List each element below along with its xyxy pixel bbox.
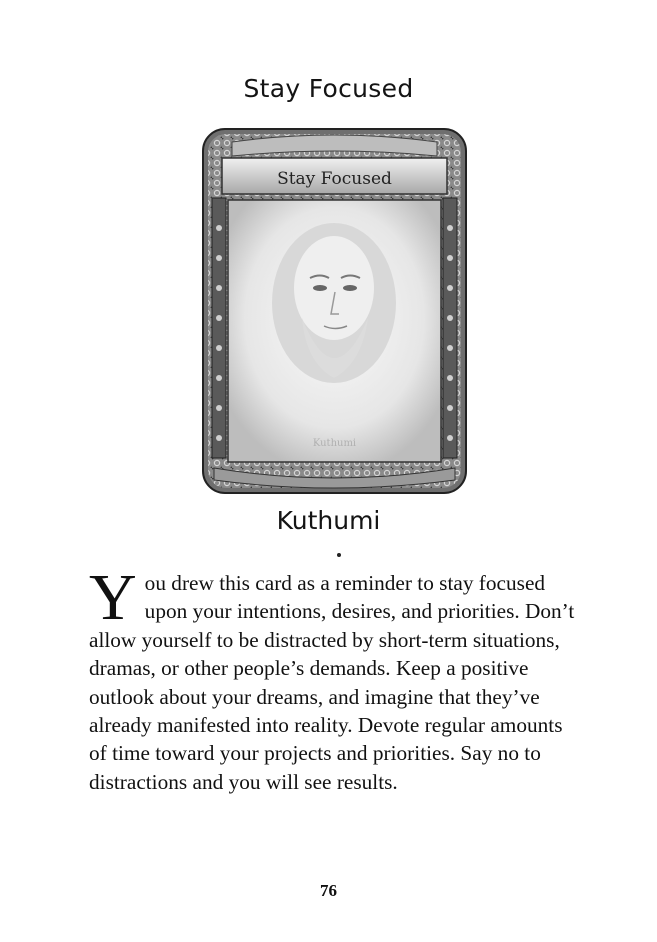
oracle-card-image xyxy=(202,128,467,494)
card-banner-title: Stay Focused xyxy=(277,169,392,189)
body-text: ou drew this card as a reminder to stay focused upon your intentions, desires, and priorities. Don’t allow yourself to be distracted by short-term situations, dramas, or other people’s demands. Keep a positive outlook about your dreams, and imagine that they’ve already manifested into reality. Devote regular amounts of time toward your projects and priorities. Say no to distractions and you will see results. xyxy=(89,571,575,794)
card-footer-name: Kuthumi xyxy=(312,438,357,449)
drop-cap: Y xyxy=(89,561,137,634)
oracle-card-illustration xyxy=(202,128,467,494)
body-paragraph xyxy=(89,561,577,796)
page-title: Stay Focused xyxy=(243,74,414,103)
card-caption: Kuthumi xyxy=(276,506,381,535)
page-number: 76 xyxy=(320,881,337,900)
divider-dot xyxy=(337,553,341,557)
